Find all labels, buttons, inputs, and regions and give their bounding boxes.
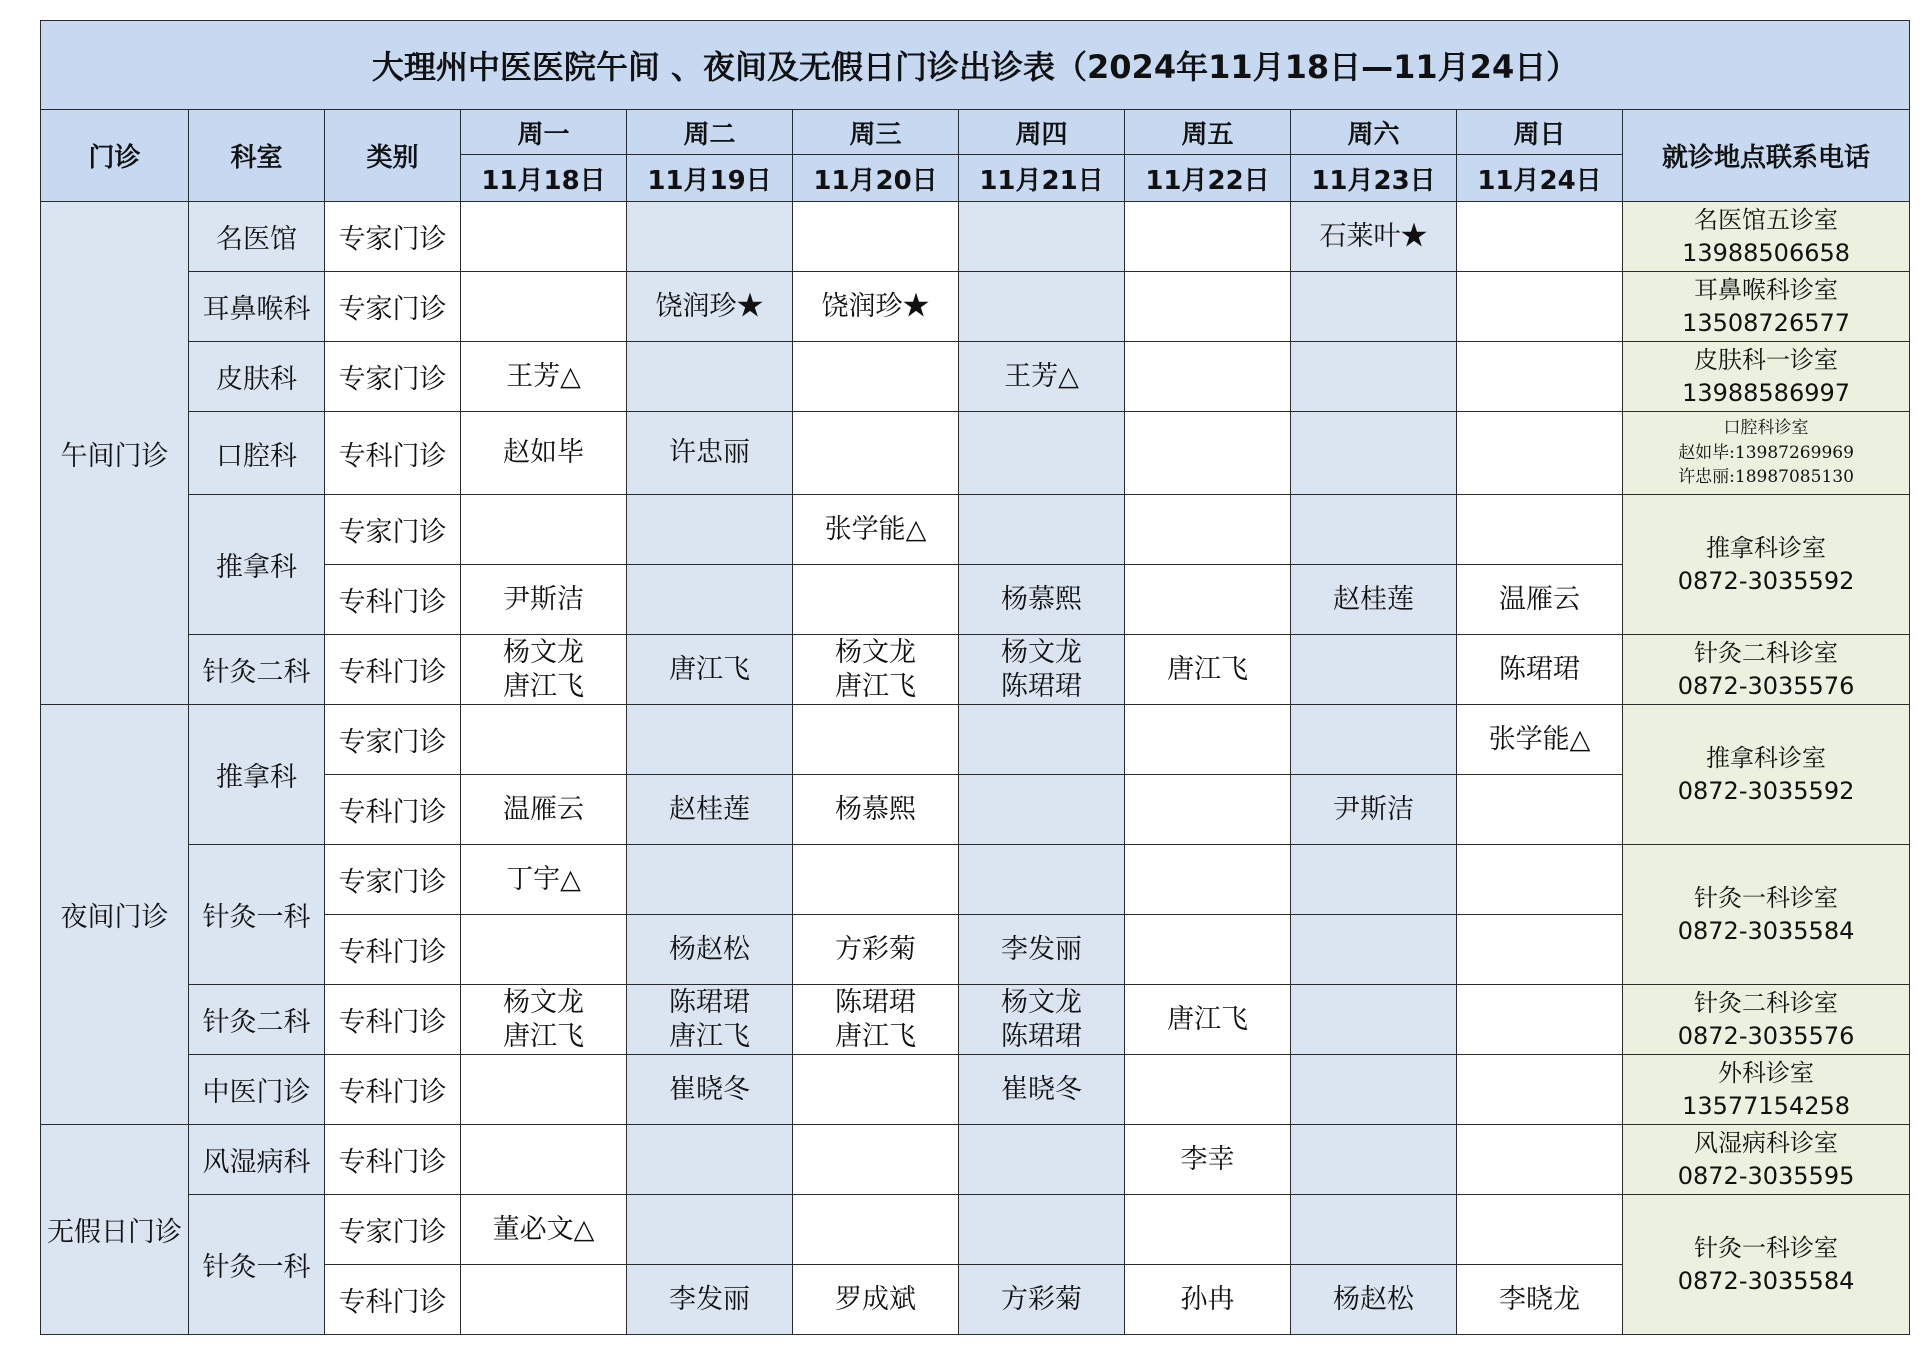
doctor-cell xyxy=(461,272,627,342)
doctor-cell: 杨赵松 xyxy=(1291,1265,1457,1335)
doctor-name: 唐江飞 xyxy=(503,670,584,702)
doctor-cell: 饶润珍★ xyxy=(793,272,959,342)
clinic-category: 专科门诊 xyxy=(325,1125,461,1195)
header-dept: 科室 xyxy=(189,110,325,202)
doctor-cell xyxy=(1457,915,1623,985)
doctor-cell: 赵桂莲 xyxy=(1291,565,1457,635)
contact-info xyxy=(1623,845,1910,985)
doctor-cell xyxy=(1125,705,1291,775)
contact-location: 皮肤科一诊室 xyxy=(1694,346,1839,375)
contact-info xyxy=(1623,1195,1910,1335)
doctor-cell xyxy=(1291,1055,1457,1125)
doctor-cell xyxy=(627,565,793,635)
doctor-cell xyxy=(461,635,627,705)
header-contact: 就诊地点联系电话 xyxy=(1623,110,1910,202)
header-date: 11月24日 xyxy=(1457,155,1623,202)
contact-phone: 0872-3035595 xyxy=(1677,1161,1855,1190)
doctor-cell xyxy=(1125,1055,1291,1125)
doctor-cell: 赵如毕 xyxy=(461,412,627,495)
doctor-cell xyxy=(461,1265,627,1335)
clinic-category: 专家门诊 xyxy=(325,705,461,775)
contact-location: 推拿科诊室 xyxy=(1706,744,1827,773)
contact-phone: 13577154258 xyxy=(1682,1091,1851,1120)
doctor-cell xyxy=(793,985,959,1055)
header-day: 周二 xyxy=(627,110,793,155)
doctor-cell xyxy=(1457,495,1623,565)
contact-phone: 13988586997 xyxy=(1682,378,1851,407)
clinic-category: 专科门诊 xyxy=(325,1055,461,1125)
clinic-group-label: 午间门诊 xyxy=(41,202,189,705)
contact-location: 针灸一科诊室 xyxy=(1694,1234,1839,1263)
doctor-cell xyxy=(1291,915,1457,985)
doctor-cell xyxy=(1291,985,1457,1055)
header-day: 周三 xyxy=(793,110,959,155)
doctor-cell xyxy=(627,635,793,705)
doctor-cell xyxy=(1291,845,1457,915)
header-date: 11月19日 xyxy=(627,155,793,202)
doctor-cell: 张学能△ xyxy=(1457,705,1623,775)
doctor-cell xyxy=(793,1125,959,1195)
contact-info xyxy=(1623,985,1910,1055)
table-row xyxy=(41,202,1910,272)
doctor-cell xyxy=(1457,202,1623,272)
clinic-group-label: 无假日门诊 xyxy=(41,1125,189,1335)
contact-info xyxy=(1623,1125,1910,1195)
doctor-cell xyxy=(793,705,959,775)
contact-location: 耳鼻喉科诊室 xyxy=(1694,276,1839,305)
doctor-cell xyxy=(1291,412,1457,495)
clinic-category: 专科门诊 xyxy=(325,775,461,845)
doctor-name: 唐江飞 xyxy=(835,670,916,702)
contact-phone: 0872-3035592 xyxy=(1677,566,1855,595)
doctor-cell: 赵桂莲 xyxy=(627,775,793,845)
doctor-cell xyxy=(959,202,1125,272)
doctor-cell xyxy=(1125,985,1291,1055)
doctor-cell: 温雁云 xyxy=(461,775,627,845)
clinic-category: 专科门诊 xyxy=(325,565,461,635)
doctor-cell: 丁宇△ xyxy=(461,845,627,915)
doctor-name: 唐江飞 xyxy=(503,1020,584,1052)
doctor-cell xyxy=(959,985,1125,1055)
doctor-cell xyxy=(627,495,793,565)
contact-location: 名医馆五诊室 xyxy=(1694,206,1839,235)
doctor-cell: 许忠丽 xyxy=(627,412,793,495)
contact-location: 口腔科诊室 xyxy=(1723,418,1809,439)
doctor-cell xyxy=(627,845,793,915)
clinic-category: 专家门诊 xyxy=(325,495,461,565)
header-clinic: 门诊 xyxy=(41,110,189,202)
page-title: 大理州中医医院午间 、夜间及无假日门诊出诊表（2024年11月18日—11月24日） xyxy=(41,21,1910,110)
table-row xyxy=(41,495,1910,565)
doctor-cell: 王芳△ xyxy=(959,342,1125,412)
doctor-cell: 张学能△ xyxy=(793,495,959,565)
clinic-category: 专家门诊 xyxy=(325,1195,461,1265)
contact-info xyxy=(1623,202,1910,272)
doctor-cell xyxy=(959,845,1125,915)
doctor-cell xyxy=(1125,915,1291,985)
contact-phone: 0872-3035576 xyxy=(1677,671,1855,700)
table-row xyxy=(41,412,1910,495)
table-row xyxy=(41,272,1910,342)
doctor-cell xyxy=(1125,565,1291,635)
doctor-cell xyxy=(793,845,959,915)
contact-info xyxy=(1623,272,1910,342)
contact-location: 针灸二科诊室 xyxy=(1694,989,1839,1018)
clinic-category: 专家门诊 xyxy=(325,342,461,412)
doctor-cell: 李晓龙 xyxy=(1457,1265,1623,1335)
doctor-cell xyxy=(1291,705,1457,775)
doctor-cell xyxy=(461,495,627,565)
doctor-cell: 董必文△ xyxy=(461,1195,627,1265)
department-name: 针灸二科 xyxy=(189,635,325,705)
doctor-cell xyxy=(959,775,1125,845)
contact-info xyxy=(1623,635,1910,705)
department-name: 皮肤科 xyxy=(189,342,325,412)
clinic-category: 专家门诊 xyxy=(325,272,461,342)
doctor-cell: 崔晓冬 xyxy=(959,1055,1125,1125)
department-name: 推拿科 xyxy=(189,705,325,845)
contact-location: 针灸二科诊室 xyxy=(1694,639,1839,668)
contact-location: 风湿病科诊室 xyxy=(1694,1129,1839,1158)
doctor-name: 陈珺珺 xyxy=(835,986,916,1018)
doctor-cell xyxy=(793,202,959,272)
contact-location: 外科诊室 xyxy=(1718,1059,1815,1088)
doctor-name: 陈珺珺 xyxy=(1001,670,1082,702)
doctor-cell xyxy=(1291,635,1457,705)
clinic-category: 专科门诊 xyxy=(325,915,461,985)
doctor-cell xyxy=(461,915,627,985)
doctor-cell: 方彩菊 xyxy=(959,1265,1125,1335)
doctor-cell xyxy=(959,495,1125,565)
clinic-category: 专科门诊 xyxy=(325,635,461,705)
table-row xyxy=(41,635,1910,705)
clinic-category: 专科门诊 xyxy=(325,412,461,495)
contact-phone: 赵如毕:13987269969 xyxy=(1678,442,1854,463)
table-row xyxy=(41,1195,1910,1265)
contact-location: 针灸一科诊室 xyxy=(1694,884,1839,913)
doctor-cell xyxy=(627,1125,793,1195)
header-date: 11月22日 xyxy=(1125,155,1291,202)
header-day: 周四 xyxy=(959,110,1125,155)
table-row xyxy=(41,1125,1910,1195)
table-row xyxy=(41,342,1910,412)
doctor-name: 唐江飞 xyxy=(1167,1003,1248,1035)
department-name: 耳鼻喉科 xyxy=(189,272,325,342)
clinic-category: 专科门诊 xyxy=(325,1265,461,1335)
doctor-cell: 罗成斌 xyxy=(793,1265,959,1335)
doctor-cell: 尹斯洁 xyxy=(1291,775,1457,845)
doctor-cell xyxy=(1457,635,1623,705)
table-row xyxy=(41,705,1910,775)
doctor-name: 唐江飞 xyxy=(835,1020,916,1052)
contact-location: 推拿科诊室 xyxy=(1706,534,1827,563)
contact-phone: 0872-3035592 xyxy=(1677,776,1855,805)
doctor-cell xyxy=(793,412,959,495)
header-date: 11月18日 xyxy=(461,155,627,202)
doctor-cell xyxy=(1457,412,1623,495)
schedule-table xyxy=(40,20,1910,1335)
doctor-cell xyxy=(461,1125,627,1195)
doctor-cell xyxy=(1125,1195,1291,1265)
doctor-cell xyxy=(627,1195,793,1265)
doctor-name: 唐江飞 xyxy=(669,1020,750,1052)
contact-info xyxy=(1623,342,1910,412)
doctor-cell xyxy=(1125,342,1291,412)
doctor-cell xyxy=(1291,495,1457,565)
department-name: 针灸一科 xyxy=(189,1195,325,1335)
doctor-cell xyxy=(627,202,793,272)
header-date: 11月20日 xyxy=(793,155,959,202)
doctor-cell xyxy=(1125,845,1291,915)
contact-phone: 许忠丽:18987085130 xyxy=(1678,467,1854,488)
doctor-cell xyxy=(627,705,793,775)
doctor-cell xyxy=(461,202,627,272)
doctor-cell: 饶润珍★ xyxy=(627,272,793,342)
doctor-cell xyxy=(1125,202,1291,272)
department-name: 名医馆 xyxy=(189,202,325,272)
doctor-cell xyxy=(959,705,1125,775)
doctor-cell xyxy=(1291,272,1457,342)
doctor-cell xyxy=(793,565,959,635)
doctor-cell xyxy=(1457,342,1623,412)
doctor-cell: 崔晓冬 xyxy=(627,1055,793,1125)
department-name: 口腔科 xyxy=(189,412,325,495)
doctor-cell: 杨慕熙 xyxy=(793,775,959,845)
doctor-cell: 李发丽 xyxy=(959,915,1125,985)
doctor-name: 杨文龙 xyxy=(835,636,916,668)
doctor-cell xyxy=(959,635,1125,705)
doctor-cell xyxy=(959,1195,1125,1265)
doctor-cell xyxy=(461,705,627,775)
doctor-name: 杨文龙 xyxy=(1001,986,1082,1018)
doctor-cell: 杨慕熙 xyxy=(959,565,1125,635)
clinic-category: 专家门诊 xyxy=(325,845,461,915)
doctor-name: 杨文龙 xyxy=(1001,636,1082,668)
doctor-cell: 李发丽 xyxy=(627,1265,793,1335)
header-category: 类别 xyxy=(325,110,461,202)
doctor-cell xyxy=(1291,342,1457,412)
header-day: 周一 xyxy=(461,110,627,155)
doctor-cell xyxy=(959,272,1125,342)
doctor-cell xyxy=(1125,635,1291,705)
clinic-group-label: 夜间门诊 xyxy=(41,705,189,1125)
header-day: 周六 xyxy=(1291,110,1457,155)
doctor-name: 陈珺珺 xyxy=(669,986,750,1018)
doctor-cell xyxy=(1457,775,1623,845)
department-name: 针灸一科 xyxy=(189,845,325,985)
contact-phone: 0872-3035584 xyxy=(1677,1266,1855,1295)
contact-info xyxy=(1623,495,1910,635)
department-name: 中医门诊 xyxy=(189,1055,325,1125)
contact-phone: 13508726577 xyxy=(1682,308,1851,337)
doctor-cell xyxy=(1457,845,1623,915)
doctor-cell: 李幸 xyxy=(1125,1125,1291,1195)
doctor-cell xyxy=(1125,495,1291,565)
doctor-cell xyxy=(461,985,627,1055)
doctor-cell xyxy=(1457,272,1623,342)
doctor-cell xyxy=(461,1055,627,1125)
doctor-name: 唐江飞 xyxy=(669,653,750,685)
contact-phone: 13988506658 xyxy=(1682,238,1851,267)
clinic-category: 专家门诊 xyxy=(325,202,461,272)
header-date: 11月23日 xyxy=(1291,155,1457,202)
doctor-cell: 杨赵松 xyxy=(627,915,793,985)
doctor-cell xyxy=(793,635,959,705)
doctor-cell xyxy=(793,342,959,412)
doctor-cell xyxy=(627,342,793,412)
doctor-cell xyxy=(1291,1125,1457,1195)
contact-phone: 0872-3035584 xyxy=(1677,916,1855,945)
doctor-cell xyxy=(1457,1125,1623,1195)
doctor-cell xyxy=(1125,272,1291,342)
doctor-cell xyxy=(793,1055,959,1125)
doctor-cell xyxy=(1125,412,1291,495)
doctor-cell xyxy=(1291,1195,1457,1265)
header-day: 周日 xyxy=(1457,110,1623,155)
header-date: 11月21日 xyxy=(959,155,1125,202)
doctor-cell: 温雁云 xyxy=(1457,565,1623,635)
contact-info xyxy=(1623,1055,1910,1125)
doctor-cell xyxy=(959,412,1125,495)
doctor-cell xyxy=(959,1125,1125,1195)
doctor-cell: 尹斯洁 xyxy=(461,565,627,635)
department-name: 针灸二科 xyxy=(189,985,325,1055)
doctor-cell xyxy=(1125,775,1291,845)
table-row xyxy=(41,845,1910,915)
doctor-cell xyxy=(627,985,793,1055)
doctor-name: 唐江飞 xyxy=(1167,653,1248,685)
doctor-name: 杨文龙 xyxy=(503,986,584,1018)
doctor-cell: 石莱叶★ xyxy=(1291,202,1457,272)
doctor-cell: 方彩菊 xyxy=(793,915,959,985)
doctor-cell: 孙冉 xyxy=(1125,1265,1291,1335)
doctor-cell xyxy=(1457,1195,1623,1265)
doctor-cell: 王芳△ xyxy=(461,342,627,412)
contact-phone: 0872-3035576 xyxy=(1677,1021,1855,1050)
header-day: 周五 xyxy=(1125,110,1291,155)
table-row xyxy=(41,985,1910,1055)
department-name: 风湿病科 xyxy=(189,1125,325,1195)
table-row xyxy=(41,1055,1910,1125)
doctor-name: 陈珺珺 xyxy=(1499,653,1580,685)
doctor-cell xyxy=(1457,985,1623,1055)
doctor-name: 杨文龙 xyxy=(503,636,584,668)
doctor-name: 陈珺珺 xyxy=(1001,1020,1082,1052)
department-name: 推拿科 xyxy=(189,495,325,635)
doctor-cell xyxy=(793,1195,959,1265)
clinic-category: 专科门诊 xyxy=(325,985,461,1055)
contact-info xyxy=(1623,705,1910,845)
contact-info xyxy=(1623,412,1910,495)
doctor-cell xyxy=(1457,1055,1623,1125)
